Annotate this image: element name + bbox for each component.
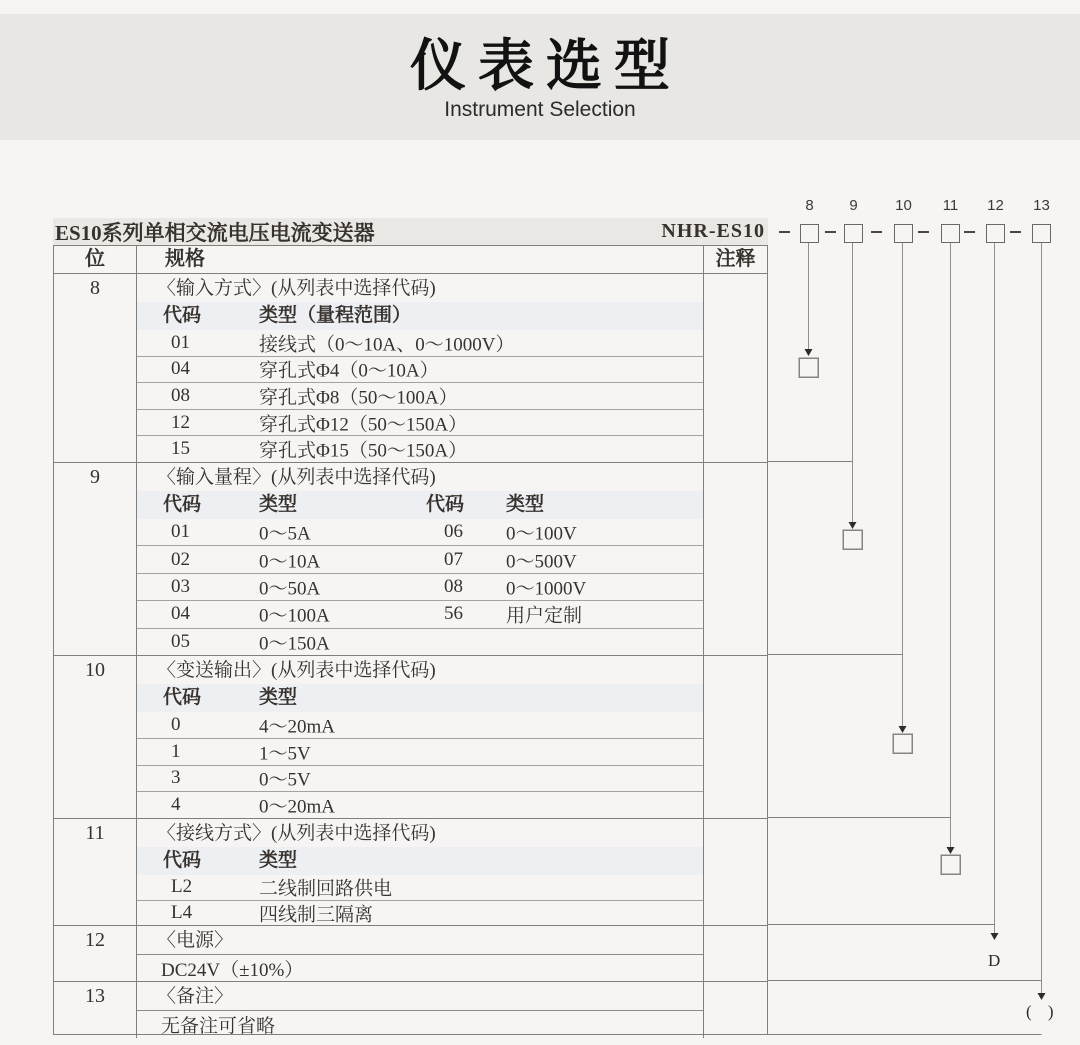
code-cell: 12 [171, 411, 190, 433]
selector-position-label: 13 [1033, 197, 1050, 214]
code-row [137, 435, 703, 462]
type-cell: 二线制回路供电 [259, 878, 393, 900]
subtable-header [137, 684, 703, 712]
selector-code-box [986, 224, 1005, 243]
code-cell: 4 [171, 794, 181, 816]
subtable-header-cell: 代码 [163, 305, 202, 326]
type-cell: 0～100A [259, 605, 330, 627]
arrow-down-icon [805, 349, 813, 356]
table-section [54, 981, 767, 1036]
selection-target-box [941, 855, 960, 874]
subtable-header-cell: 代码 [163, 850, 202, 871]
code-cell: 15 [171, 438, 190, 460]
type-cell: 1～5V [259, 743, 311, 765]
subtable-rows [137, 954, 703, 982]
type-cell: 穿孔式Φ8（50～100A） [259, 387, 458, 409]
dash-separator [964, 231, 975, 233]
code-cell: 04 [171, 603, 190, 625]
type-cell: 0～5V [259, 769, 311, 791]
code-row [137, 600, 703, 627]
col-header-spec: 规格 [137, 246, 704, 273]
table-section [54, 655, 767, 818]
subtable-rows [137, 712, 703, 818]
type-cell: 四线制三隔离 [259, 904, 374, 926]
subtable-header [137, 491, 703, 519]
code-cell: 05 [171, 630, 190, 652]
section-title: 〈备注〉 [157, 986, 234, 1007]
code-row [137, 573, 703, 600]
table-section [54, 818, 767, 925]
code-cell: 06 [444, 521, 463, 543]
note-cell [704, 463, 767, 655]
section-title: 〈输入方式〉(从列表中选择代码) [157, 278, 436, 299]
selection-table [53, 245, 768, 1035]
code-row [137, 712, 703, 738]
type-cell: 0～1000V [506, 578, 587, 600]
subtable-rows [137, 1010, 703, 1038]
selector-position-label: 9 [849, 197, 858, 214]
remark-placeholder: ( ) [1026, 1002, 1060, 1021]
spec-row: DC24V（±10%） [137, 954, 703, 982]
dash-separator [779, 231, 790, 233]
arrow-down-icon [1038, 993, 1046, 1000]
type-cell: 穿孔式Φ12（50～150A） [259, 414, 468, 436]
code-cell: L4 [171, 901, 193, 923]
subtable-rows [137, 519, 703, 655]
code-cell: 01 [171, 521, 190, 543]
subtable-rows [137, 875, 703, 925]
table-header-row [54, 246, 767, 274]
page-subtitle: Instrument Selection [444, 98, 636, 121]
subtable-header-cell: 类型 [259, 850, 298, 871]
subtable-header-cell: 代码 [426, 494, 465, 515]
type-cell: 接线式（0～10A、0～1000V） [259, 334, 515, 356]
dash-separator [871, 231, 882, 233]
code-cell: 1 [171, 740, 181, 762]
type-cell: 4～20mA [259, 716, 336, 738]
selector-position-label: 10 [895, 197, 912, 214]
section-content [137, 274, 704, 462]
section-position: 8 [54, 274, 137, 462]
arrow-down-icon [947, 847, 955, 854]
note-cell [704, 274, 767, 462]
product-title: ES10系列单相交流电压电流变送器 [55, 220, 375, 245]
type-cell: 用户定制 [506, 605, 583, 627]
section-position: 13 [54, 982, 137, 1038]
subtable-header-cell: 类型 [259, 494, 298, 515]
section-content [137, 819, 704, 925]
code-cell: 08 [444, 576, 463, 598]
type-cell: 0～100V [506, 523, 577, 545]
section-title: 〈变送输出〉(从列表中选择代码) [157, 660, 436, 681]
type-cell: 穿孔式Φ15（50～150A） [259, 440, 468, 462]
section-content [137, 656, 704, 818]
table-section [54, 462, 767, 655]
subtable-header-cell: 代码 [163, 687, 202, 708]
type-cell: 穿孔式Φ4（0～10A） [259, 360, 439, 382]
arrow-down-icon [899, 726, 907, 733]
code-cell: 01 [171, 331, 190, 353]
section-position: 11 [54, 819, 137, 925]
subtable-header [137, 847, 703, 875]
code-row [137, 765, 703, 792]
type-cell: 0～10A [259, 551, 321, 573]
dash-separator [1010, 231, 1021, 233]
selector-code-box [894, 224, 913, 243]
selector-position-label: 11 [942, 197, 959, 214]
section-title: 〈输入量程〉(从列表中选择代码) [157, 467, 436, 488]
type-cell: 0～50A [259, 578, 321, 600]
selector-code-box [1032, 224, 1051, 243]
selection-target-box [843, 530, 862, 549]
section-content [137, 463, 704, 655]
model-number: NHR-ES10 [661, 220, 765, 242]
code-row [137, 545, 703, 572]
code-row [137, 900, 703, 926]
code-cell: 3 [171, 767, 181, 789]
arrow-down-icon [849, 522, 857, 529]
type-cell: 0～500V [506, 551, 577, 573]
subtable-header-cell: 类型（量程范围） [259, 305, 412, 326]
subtable-header-cell: 类型 [506, 494, 545, 515]
code-cell: 0 [171, 713, 181, 735]
selection-target-box [799, 358, 818, 377]
code-row [137, 791, 703, 818]
section-position: 12 [54, 926, 137, 982]
selector-code-box [800, 224, 819, 243]
code-cell: 02 [171, 548, 190, 570]
code-row [137, 356, 703, 383]
selector-code-box [941, 224, 960, 243]
code-cell: L2 [171, 876, 193, 898]
code-row [137, 519, 703, 545]
code-cell: 07 [444, 548, 463, 570]
note-cell [704, 819, 767, 925]
dash-separator [918, 231, 929, 233]
table-section [54, 925, 767, 981]
section-title: 〈接线方式〉(从列表中选择代码) [157, 823, 436, 844]
section-position: 9 [54, 463, 137, 655]
spec-row: 无备注可省略 [137, 1010, 703, 1038]
note-cell [704, 926, 767, 982]
section-position: 10 [54, 656, 137, 818]
type-cell: 0～5A [259, 523, 311, 545]
note-cell [704, 656, 767, 818]
subtable-header-cell: 代码 [163, 494, 202, 515]
power-default-code: D [988, 951, 1001, 970]
code-row [137, 382, 703, 409]
type-cell: 0～150A [259, 633, 330, 655]
subtable-header-cell: 类型 [259, 687, 298, 708]
dash-separator [825, 231, 836, 233]
note-cell [704, 982, 767, 1038]
code-row [137, 409, 703, 436]
table-sections [54, 274, 767, 1036]
section-title: 〈电源〉 [157, 930, 234, 951]
selection-target-box [893, 734, 912, 753]
col-header-note: 注释 [715, 248, 756, 270]
subtable-rows [137, 330, 703, 462]
code-row [137, 330, 703, 356]
subtable-header [137, 302, 703, 330]
code-cell: 03 [171, 576, 190, 598]
table-section [54, 274, 767, 462]
code-cell: 04 [171, 358, 190, 380]
selector-code-box [844, 224, 863, 243]
section-content [137, 982, 704, 1038]
arrow-down-icon [991, 933, 999, 940]
type-cell: 0～20mA [259, 796, 336, 818]
section-content [137, 926, 704, 982]
code-row [137, 628, 703, 655]
code-row [137, 738, 703, 765]
header-band [0, 14, 1080, 140]
code-row [137, 875, 703, 900]
code-cell: 56 [444, 603, 463, 625]
selector-position-label: 8 [805, 197, 814, 214]
product-band [53, 218, 768, 245]
page-title: 仪表选型 [410, 34, 682, 97]
selector-position-label: 12 [987, 197, 1004, 214]
col-header-pos: 位 [54, 246, 137, 273]
code-cell: 08 [171, 384, 190, 406]
